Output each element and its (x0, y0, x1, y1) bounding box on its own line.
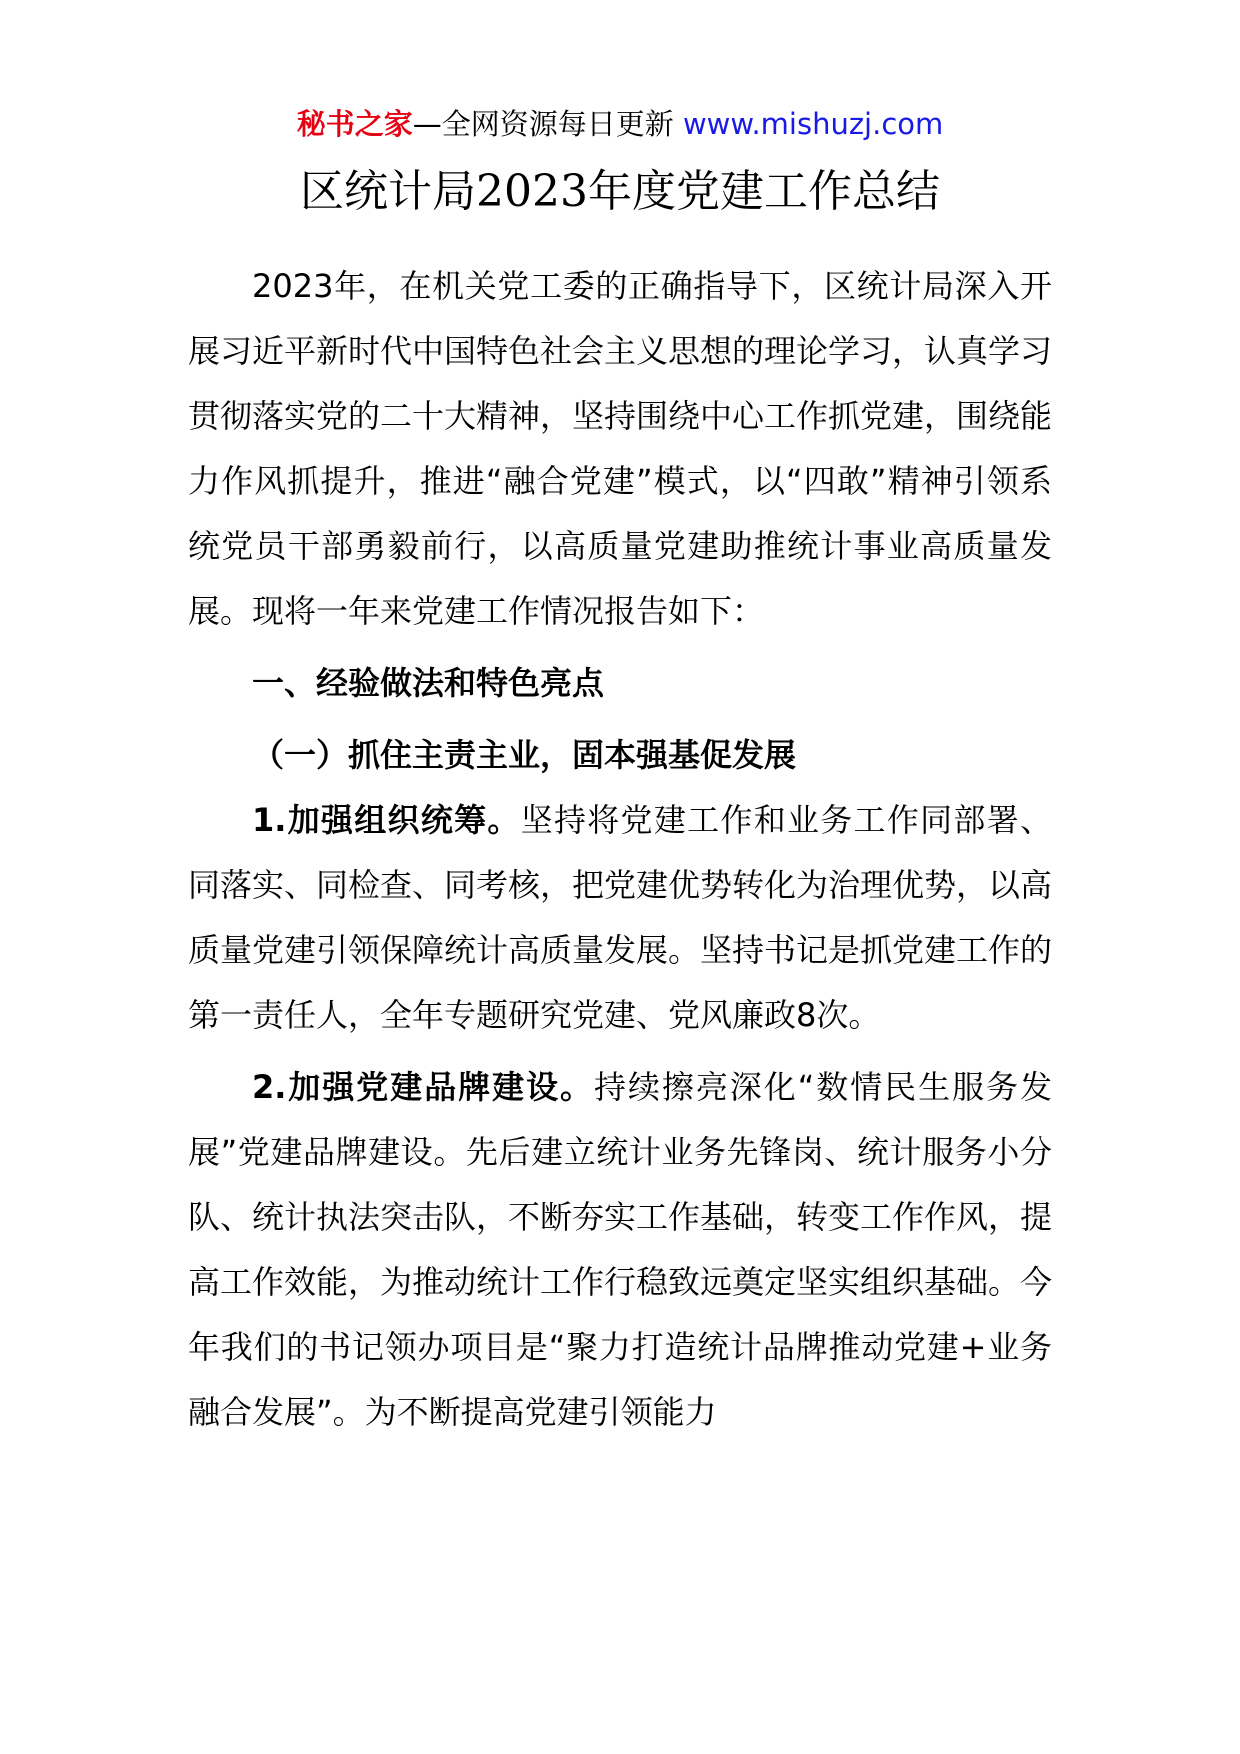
item-lead-2: 2.加强党建品牌建设。 (252, 1068, 594, 1106)
title-suffix: 年度党建工作总结 (587, 166, 940, 217)
intro-paragraph: 2023年，在机关党工委的正确指导下，区统计局深入开展习近平新时代中国特色社会主义思想的理论学习，认真学习贯彻落实党的二十大精神，坚持围绕中心工作抓党建，围绕能力作风抓提升，推进“融合党建”模式，以“四敢”精神引领系统党员干部勇毅前行，以高质量党建助推统计事业高质量发展。现将一年来党建工作情况报告如下： (188, 267, 1053, 630)
site-slogan: —全网资源每日更新 (412, 107, 674, 141)
document-body (188, 254, 1052, 1445)
title-prefix: 区统计局 (300, 166, 476, 217)
item-paragraph-1 (188, 788, 1052, 1048)
subsection-heading-text: （一）抓住主责主业，固本强基促发展 (252, 736, 797, 774)
section-heading: 一、经验做法和特色亮点 (252, 664, 605, 702)
title-year: 2023 (476, 166, 588, 217)
site-header (0, 104, 1240, 144)
item-text-1: 坚持将党建工作和业务工作同部署、同落实、同检查、同考核，把党建优势转化为治理优势，以高质量党建引领保障统计高质量发展。坚持书记是抓党建工作的第一责任人，全年专题研究党建、党风廉政8次。 (188, 801, 1053, 1034)
site-url-link[interactable]: www.mishuzj.com (682, 107, 944, 141)
item-paragraph-2 (188, 1055, 1052, 1445)
document-title (0, 162, 1240, 222)
item-text-2: 持续擦亮深化“数情民生服务发展”党建品牌建设。先后建立统计业务先锋岗、统计服务小分队、统计执法突击队，不断夯实工作基础，转变工作作风，提高工作效能，为推动统计工作行稳致远奠定坚实组织基础。今年我们的书记领办项目是“聚力打造统计品牌推动党建+业务融合发展”。为不断提高党建引领能力 (188, 1068, 1053, 1431)
item-lead-1: 1.加强组织统筹。 (252, 801, 521, 839)
site-brand: 秘书之家 (296, 107, 413, 141)
subsection-heading (188, 723, 1052, 788)
